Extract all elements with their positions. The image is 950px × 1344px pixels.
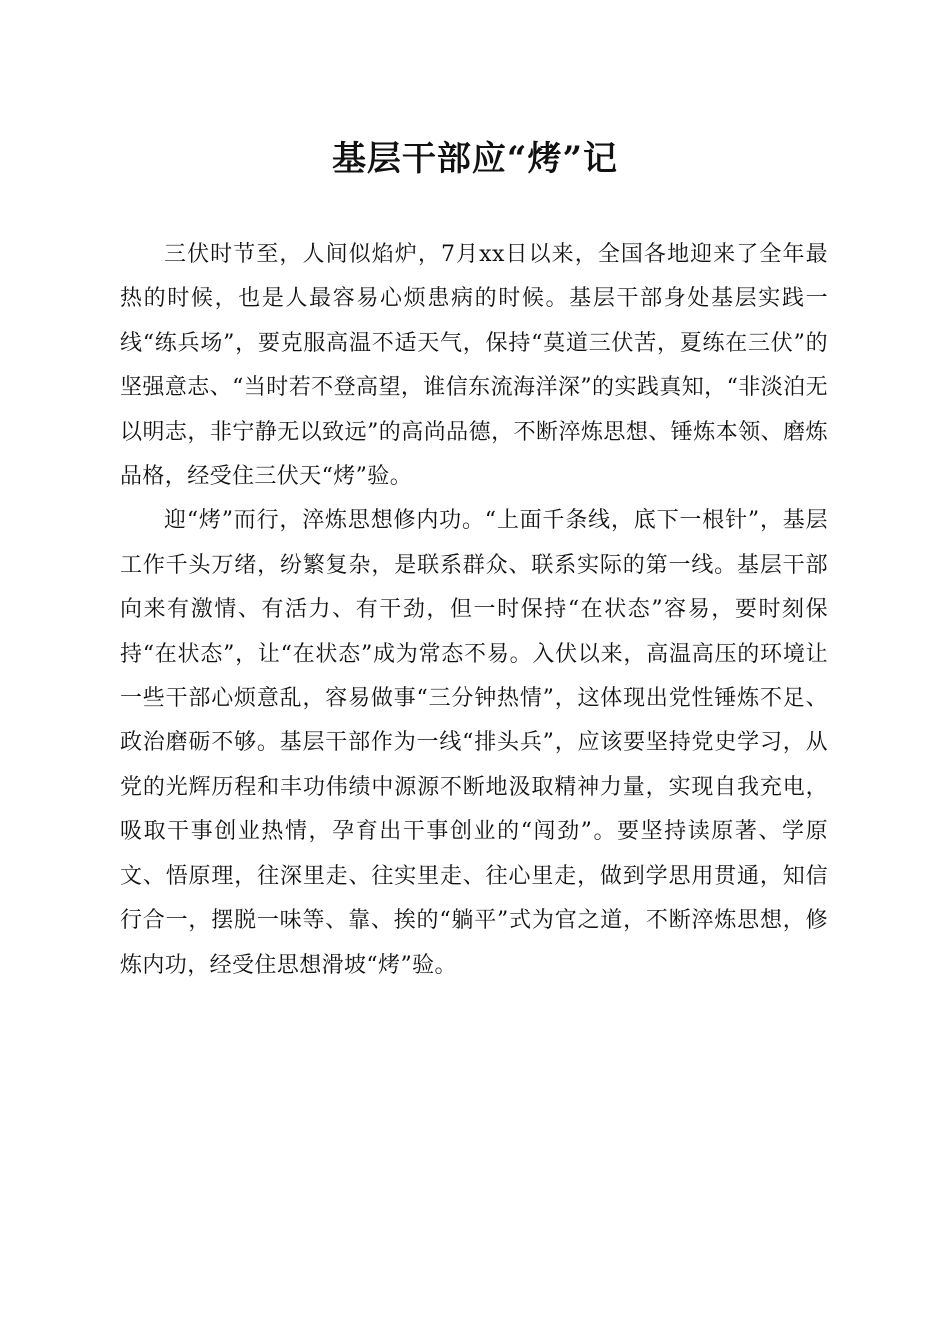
paragraph-1: 三伏时节至，人间似焰炉，7月xx日以来，全国各地迎来了全年最热的时候，也是人最容易心烦患病的时候。基层干部身处基层实践一线“练兵场”，要克服高温不适天气，保持“莫道三伏苦，夏练在三伏”的坚强意志、“当时若不登高望，谁信东流海洋深”的实践真知，“非淡泊无以明志，非宁静无以致远”的高尚品德，不断淬炼思想、锤炼本领、磨炼品格，经受住三伏天“烤”验。 — [120, 242, 828, 490]
document-body — [120, 233, 828, 988]
document-title: 基层干部应“烤”记 — [331, 139, 619, 179]
paragraph-2: 迎“烤”而行，淬炼思想修内功。“上面千条线，底下一根针”，基层工作千头万绪，纷繁复杂，是联系群众、联系实际的第一线。基层干部向来有激情、有活力、有干劲，但一时保持“在状态”容易，要时刻保持“在状态”，让“在状态”成为常态不易。入伏以来，高温高压的环境让一些干部心烦意乱，容易做事“三分钟热情”，这体现出党性锤炼不足、政治磨砺不够。基层干部作为一线“排头兵”，应该要坚持党史学习，从党的光辉历程和丰功伟绩中源源不断地汲取精神力量，实现自我充电，吸取干事创业热情，孕育出干事创业的“闯劲”。要坚持读原著、学原文、悟原理，往深里走、往实里走、往心里走，做到学思用贯通，知信行合一，摆脱一味等、靠、挨的“躺平”式为官之道，不断淬炼思想，修炼内功，经受住思想滑坡“烤”验。 — [120, 508, 828, 978]
